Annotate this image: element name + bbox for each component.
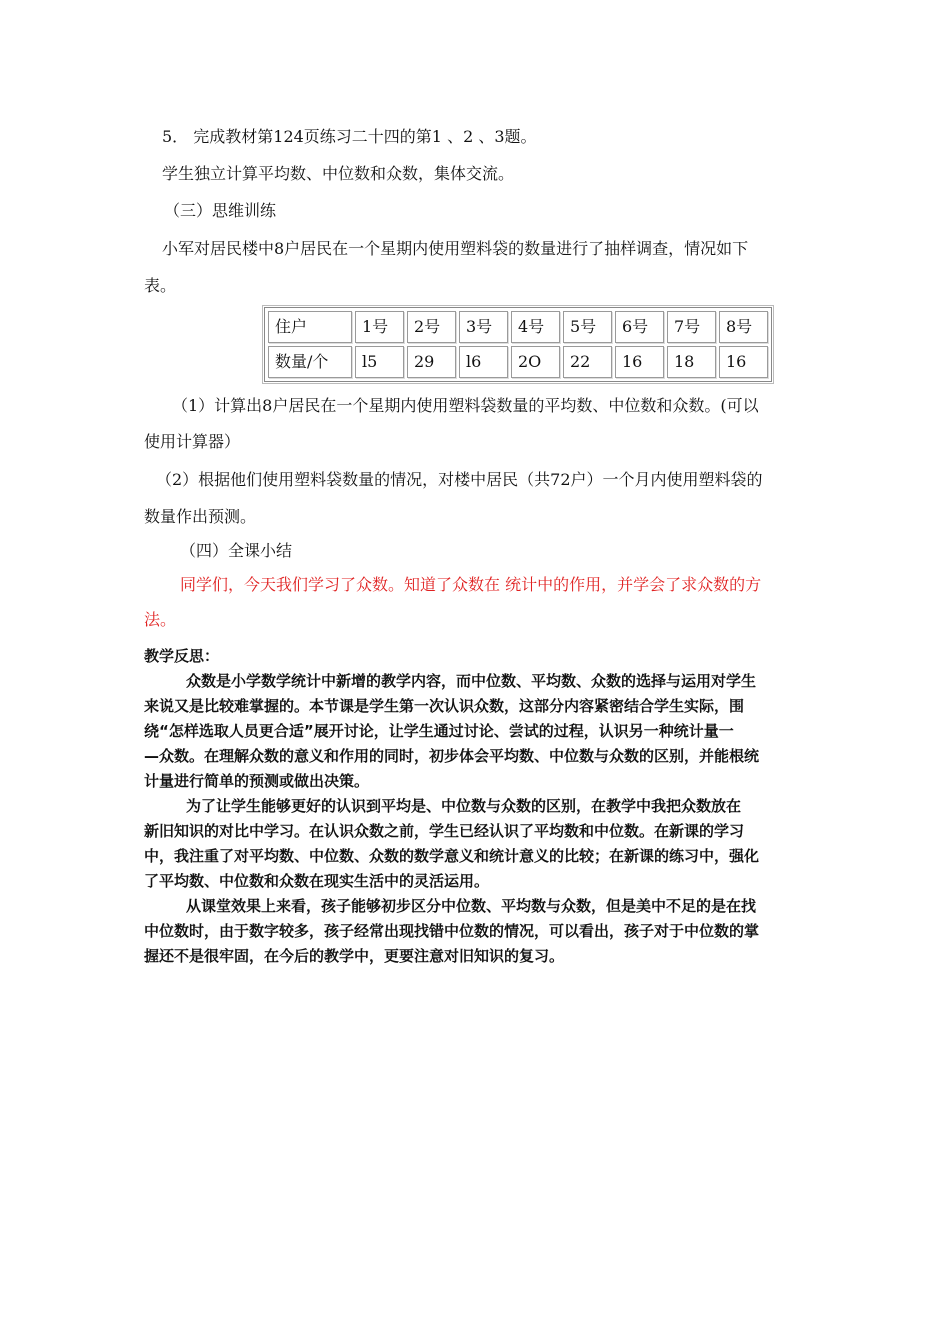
table-cell: 3号 — [459, 311, 508, 343]
reflection-line: 计量进行简单的预测或做出决策。 — [144, 772, 370, 790]
table-cell: 5号 — [563, 311, 612, 343]
reflection-line: 从课堂效果上来看，孩子能够初步区分中位数、平均数与众数，但是美中不足的是在找 — [186, 897, 757, 915]
table-cell: 住户 — [268, 311, 352, 343]
reflection-line: 为了让学生能够更好的认识到平均是、中位数与众数的区别，在教学中我把众数放在 — [186, 797, 742, 815]
reflection-line: 中，我注重了对平均数、中位数、众数的数学意义和统计意义的比较；在新课的练习中，强化 — [144, 847, 760, 865]
survey-table — [264, 307, 772, 382]
table-cell: 8号 — [719, 311, 768, 343]
reflection-line: 了平均数、中位数和众数在现实生活中的灵活运用。 — [144, 872, 490, 890]
table-cell: 2O — [511, 346, 560, 378]
table-row — [268, 346, 768, 378]
table-cell: 18 — [667, 346, 716, 378]
table-cell: 29 — [407, 346, 456, 378]
reflection-line: 中位数时，由于数字较多，孩子经常出现找错中位数的情况，可以看出，孩子对于中位数的掌 — [144, 922, 760, 940]
summary-text: 同学们，今天我们学习了众数。知道了众数在 统计中的作用，并学会了求众数的方 — [180, 575, 762, 594]
table-row — [268, 311, 768, 343]
table-cell: 1号 — [355, 311, 404, 343]
table-cell: l6 — [459, 346, 508, 378]
exercise-line: 5． 完成教材第124页练习二十四的第1 、2 、3题。 — [162, 127, 537, 146]
table-cell: 22 — [563, 346, 612, 378]
reflection-line: 绕“怎样选取人员更合适”展开讨论，让学生通过讨论、尝试的过程，认识另一种统计量一 — [144, 722, 734, 740]
question-1: （1）计算出8户居民在一个星期内使用塑料袋数量的平均数、中位数和众数。(可以 — [172, 396, 759, 415]
reflection-line: 众数是小学数学统计中新增的教学内容，而中位数、平均数、众数的选择与运用对学生 — [186, 672, 757, 690]
section-heading-thinking: （三）思维训练 — [164, 201, 277, 220]
reflection-line: —众数。在理解众数的意义和作用的同时，初步体会平均数、中位数与众数的区别，并能根统 — [144, 747, 760, 765]
table-cell: 16 — [719, 346, 768, 378]
table-cell: 7号 — [667, 311, 716, 343]
reflection-line: 握还不是很牢固，在今后的教学中，更要注意对旧知识的复习。 — [144, 947, 565, 965]
table-cell: l5 — [355, 346, 404, 378]
summary-text-cont: 法。 — [144, 610, 177, 629]
reflection-heading: 教学反思： — [144, 647, 220, 665]
reflection-line: 来说又是比较难掌握的。本节课是学生第一次认识众数，这部分内容紧密结合学生实际，围 — [144, 697, 745, 715]
section-heading-summary: （四）全课小结 — [180, 541, 293, 560]
question-2: （2）根据他们使用塑料袋数量的情况，对楼中居民（共72户）一个月内使用塑料袋的 — [156, 470, 763, 489]
survey-intro: 小军对居民楼中8户居民在一个星期内使用塑料袋的数量进行了抽样调查，情况如下 — [162, 239, 749, 258]
survey-intro-cont: 表。 — [144, 276, 177, 295]
table-cell: 6号 — [615, 311, 664, 343]
question-2-cont: 数量作出预测。 — [144, 507, 257, 526]
table-cell: 2号 — [407, 311, 456, 343]
table-cell: 4号 — [511, 311, 560, 343]
reflection-line: 新旧知识的对比中学习。在认识众数之前，学生已经认识了平均数和中位数。在新课的学习 — [144, 822, 745, 840]
table-cell: 数量/个 — [268, 346, 352, 378]
table-cell: 16 — [615, 346, 664, 378]
exercise-note: 学生独立计算平均数、中位数和众数，集体交流。 — [162, 164, 515, 183]
question-1-cont: 使用计算器） — [144, 432, 241, 451]
